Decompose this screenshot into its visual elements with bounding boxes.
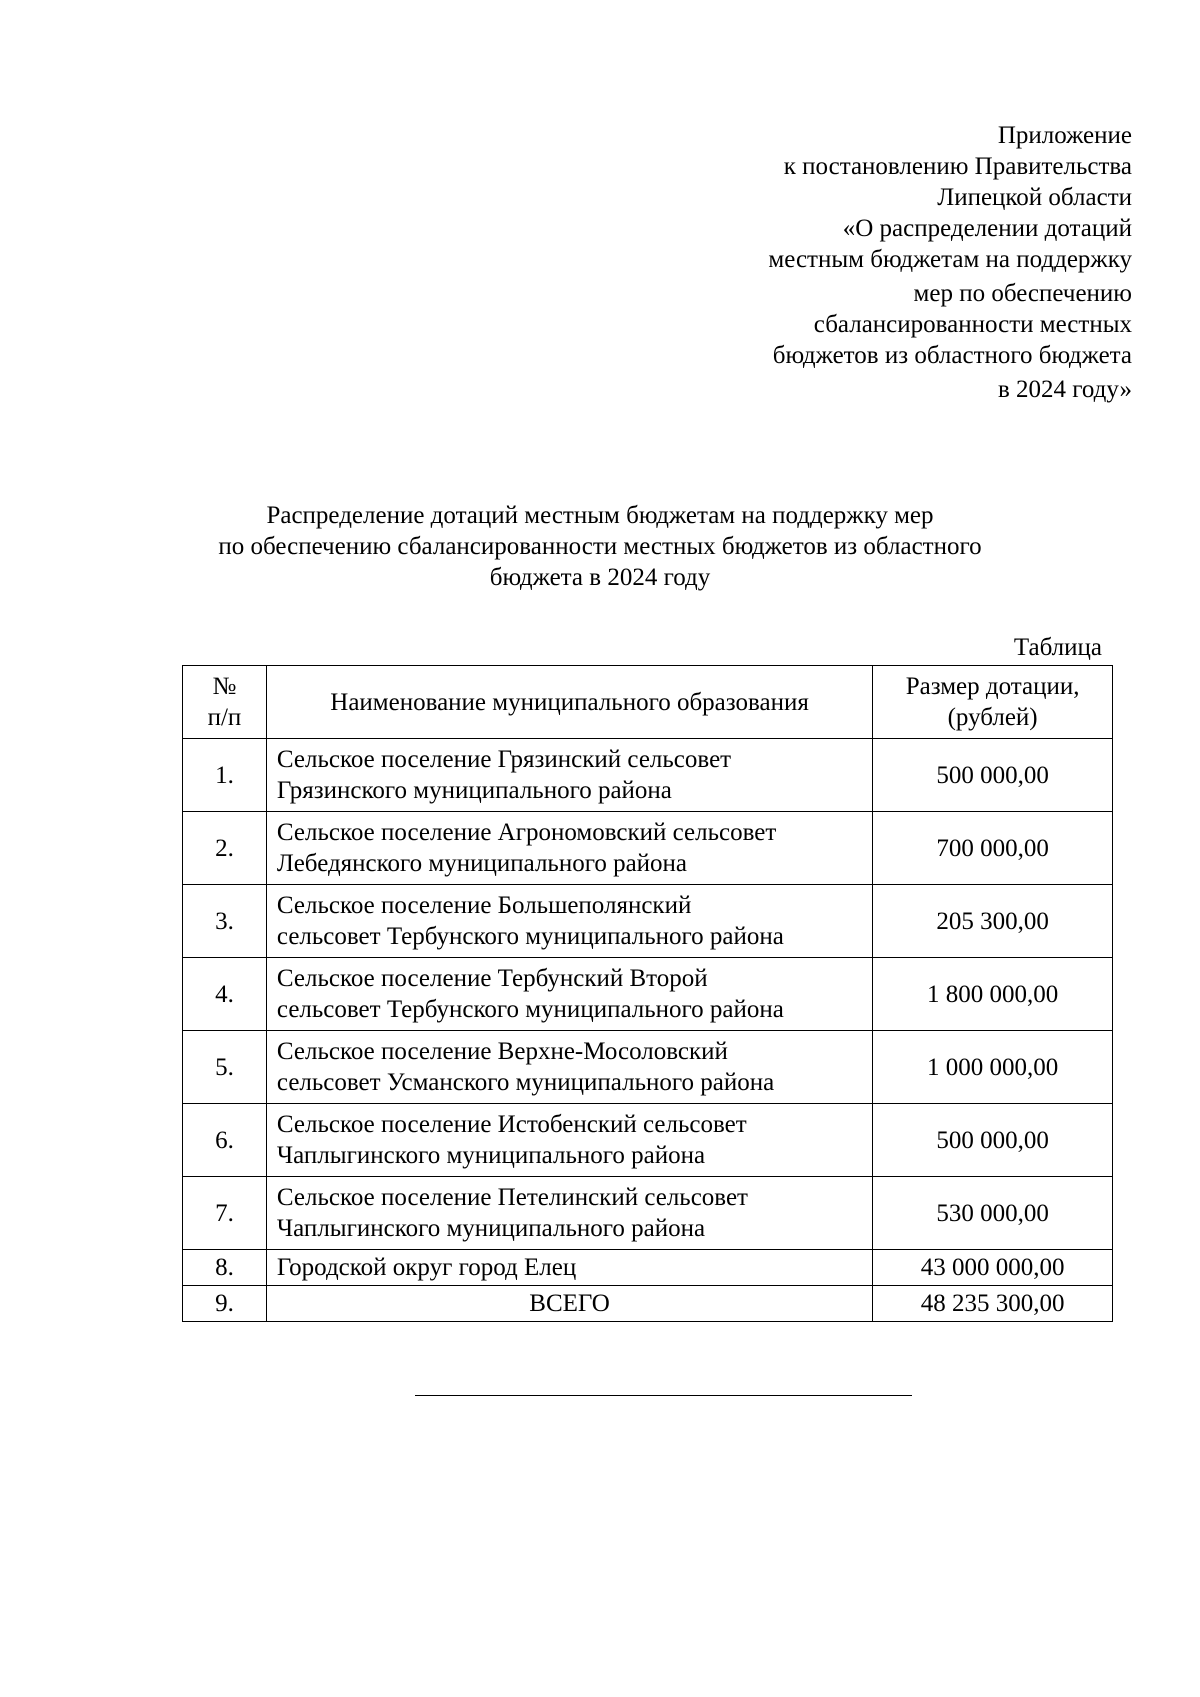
- header-name: Наименование муниципального образования: [266, 666, 872, 739]
- header-num-line: п/п: [207, 704, 242, 731]
- row-name-line: Сельское поселение Верхне-Мосоловский: [276, 1038, 728, 1065]
- row-name: [266, 1104, 872, 1177]
- row-num: 5.: [183, 1031, 267, 1104]
- total-label: ВСЕГО: [266, 1286, 872, 1322]
- header-num-line: №: [212, 673, 237, 700]
- row-name-line: Сельское поселение Грязинский сельсовет: [276, 746, 732, 773]
- row-name-line: сельсовет Усманского муниципального района: [276, 1069, 775, 1096]
- appendix-line: Липецкой области: [937, 184, 1132, 211]
- row-name-line: Чаплыгинского муниципального района: [276, 1142, 706, 1169]
- row-num: 1.: [183, 739, 267, 812]
- appendix-line: в 2024 году»: [997, 376, 1132, 403]
- row-name: [266, 739, 872, 812]
- row-name: Городской округ город Елец: [266, 1250, 872, 1286]
- row-amount: 500 000,00: [873, 739, 1113, 812]
- appendix-line: сбалансированности местных: [813, 311, 1132, 338]
- row-name: [266, 885, 872, 958]
- appendix-block: [572, 120, 1132, 405]
- row-name: [266, 1031, 872, 1104]
- title-line: по обеспечению сбалансированности местных бюджетов из областного: [218, 533, 982, 560]
- table-row: [183, 1031, 1113, 1104]
- table-caption: Таблица: [1013, 634, 1102, 661]
- row-name-line: сельсовет Тербунского муниципального района: [276, 996, 784, 1023]
- row-name-line: Чаплыгинского муниципального района: [276, 1215, 706, 1242]
- header-amount: [873, 666, 1113, 739]
- row-num: 2.: [183, 812, 267, 885]
- row-amount: 205 300,00: [873, 885, 1113, 958]
- appendix-line: к постановлению Правительства: [783, 153, 1132, 180]
- row-name: [266, 1177, 872, 1250]
- row-num: 6.: [183, 1104, 267, 1177]
- table-row: [183, 1177, 1113, 1250]
- end-divider: [415, 1395, 912, 1396]
- title-line: бюджета в 2024 году: [489, 564, 711, 591]
- appendix-line: местным бюджетам на поддержку: [768, 246, 1132, 273]
- table-row: [183, 958, 1113, 1031]
- table-row: [183, 1250, 1113, 1286]
- table-row: [183, 739, 1113, 812]
- header-amount-line: (рублей): [947, 704, 1038, 731]
- total-amount: 48 235 300,00: [873, 1286, 1113, 1322]
- table-row: [183, 885, 1113, 958]
- header-num: [183, 666, 267, 739]
- row-name-line: Сельское поселение Тербунский Второй: [276, 965, 708, 992]
- row-name: [266, 812, 872, 885]
- row-name-line: Лебедянского муниципального района: [276, 850, 688, 877]
- appendix-line: Приложение: [997, 122, 1132, 149]
- appendix-line: мер по обеспечению: [913, 280, 1132, 307]
- row-name-line: Сельское поселение Агрономовский сельсовет: [276, 819, 777, 846]
- row-amount: 43 000 000,00: [873, 1250, 1113, 1286]
- row-name-line: Сельское поселение Большеполянский: [276, 892, 692, 919]
- row-num: 7.: [183, 1177, 267, 1250]
- row-amount: 700 000,00: [873, 812, 1113, 885]
- appendix-line: «О распределении дотаций: [842, 215, 1132, 242]
- table-header-row: [183, 666, 1113, 739]
- row-num: 4.: [183, 958, 267, 1031]
- table-total-row: [183, 1286, 1113, 1322]
- total-num: 9.: [183, 1286, 267, 1322]
- row-name-line: Сельское поселение Истобенский сельсовет: [276, 1111, 747, 1138]
- row-amount: 1 000 000,00: [873, 1031, 1113, 1104]
- row-amount: 500 000,00: [873, 1104, 1113, 1177]
- document-title: [150, 500, 1050, 593]
- row-name-line: Грязинского муниципального района: [276, 777, 672, 804]
- distribution-table: [182, 665, 1113, 1322]
- table-row: [183, 1104, 1113, 1177]
- appendix-line: бюджетов из областного бюджета: [772, 342, 1132, 369]
- table-row: [183, 812, 1113, 885]
- row-name-line: сельсовет Тербунского муниципального района: [276, 923, 784, 950]
- row-name: [266, 958, 872, 1031]
- header-amount-line: Размер дотации,: [905, 673, 1080, 700]
- row-name-line: Сельское поселение Петелинский сельсовет: [276, 1184, 748, 1211]
- row-amount: 530 000,00: [873, 1177, 1113, 1250]
- row-amount: 1 800 000,00: [873, 958, 1113, 1031]
- row-num: 8.: [183, 1250, 267, 1286]
- row-num: 3.: [183, 885, 267, 958]
- title-line: Распределение дотаций местным бюджетам на поддержку мер: [266, 502, 934, 529]
